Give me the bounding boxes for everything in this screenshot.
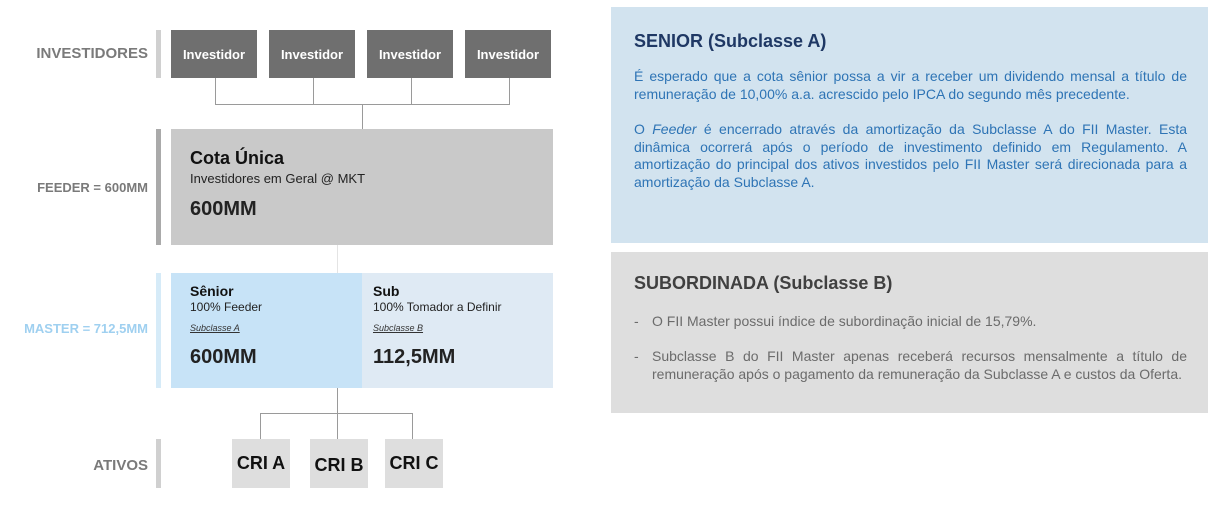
row-label-ativos: ATIVOS — [93, 457, 148, 474]
bullet-marker: - — [634, 348, 639, 364]
row-bar-feeder — [156, 129, 161, 245]
row-label-investidores: INVESTIDORES — [36, 45, 148, 62]
senior-p2-rest: é encerrado através da amortização da Subclasse A do FII Master. Esta dinâmica ocorrerá após o período de investimento definido em Regulamento. A amortização do principal dos ativos investidos pelo FII Master será direcionada para a amortização da Subclasse A. — [634, 121, 1187, 190]
connector-line — [412, 413, 413, 439]
senior-desc: 100% Feeder — [190, 300, 263, 314]
senior-subclass: Subclasse A — [190, 323, 240, 333]
bullet-item — [634, 313, 1187, 331]
connector-line — [337, 413, 338, 439]
connector-line — [313, 78, 314, 104]
sub-desc: 100% Tomador a Definir — [373, 300, 502, 314]
connector-line — [509, 78, 510, 104]
investor-box: Investidor — [171, 30, 257, 78]
feeder-subtitle: Investidores em Geral @ MKT — [190, 171, 366, 186]
senior-info-panel — [611, 7, 1208, 243]
row-bar-master — [156, 273, 161, 388]
senior-p2-prefix: O — [634, 121, 653, 137]
bullet-item — [634, 348, 1187, 383]
senior-p2-feeder: Feeder — [652, 121, 697, 137]
asset-cri-b: CRI B — [310, 439, 368, 488]
connector-line — [260, 413, 261, 439]
feeder-title: Cota Única — [190, 148, 285, 168]
bullet-text: O FII Master possui índice de subordinação inicial de 15,79%. — [652, 313, 1037, 329]
row-bar-ativos — [156, 439, 161, 488]
subordinada-panel-title: SUBORDINADA (Subclasse B) — [634, 273, 893, 293]
connector-line — [337, 388, 338, 413]
investor-box: Investidor — [269, 30, 355, 78]
senior-panel-paragraph — [634, 121, 1187, 191]
bullet-text: Subclasse B do FII Master apenas receberá recursos mensalmente a título de remuneração após o pagamento da remuneração da Subclasse A e custos da Oferta. — [652, 348, 1187, 382]
asset-cri-a: CRI A — [232, 439, 290, 488]
connector-line — [411, 78, 412, 104]
asset-cri-c: CRI C — [385, 439, 443, 488]
row-bar-investidores — [156, 30, 161, 78]
row-label-master: MASTER = 712,5MM — [24, 321, 148, 336]
senior-title: Sênior — [190, 283, 234, 299]
row-label-feeder: FEEDER = 600MM — [37, 180, 148, 195]
senior-panel-title: SENIOR (Subclasse A) — [634, 31, 827, 51]
feeder-value: 600MM — [190, 198, 257, 220]
feeder-cota-unica-box — [171, 129, 553, 245]
sub-title: Sub — [373, 283, 400, 299]
master-senior-box — [171, 273, 362, 388]
connector-line — [362, 104, 363, 129]
investor-box: Investidor — [367, 30, 453, 78]
investor-box: Investidor — [465, 30, 551, 78]
connector-line — [337, 245, 338, 273]
sub-subclass: Subclasse B — [373, 323, 424, 333]
senior-value: 600MM — [190, 346, 257, 368]
senior-panel-paragraph: É esperado que a cota sênior possa a vir a receber um dividendo mensal a título de remuneração de 10,00% a.a. acrescido pelo IPCA do segundo mês precedente. — [634, 68, 1187, 102]
bullet-marker: - — [634, 313, 639, 329]
connector-line — [215, 78, 216, 104]
sub-value: 112,5MM — [373, 346, 456, 368]
subordinada-info-panel — [611, 252, 1208, 413]
master-sub-box — [362, 273, 553, 388]
